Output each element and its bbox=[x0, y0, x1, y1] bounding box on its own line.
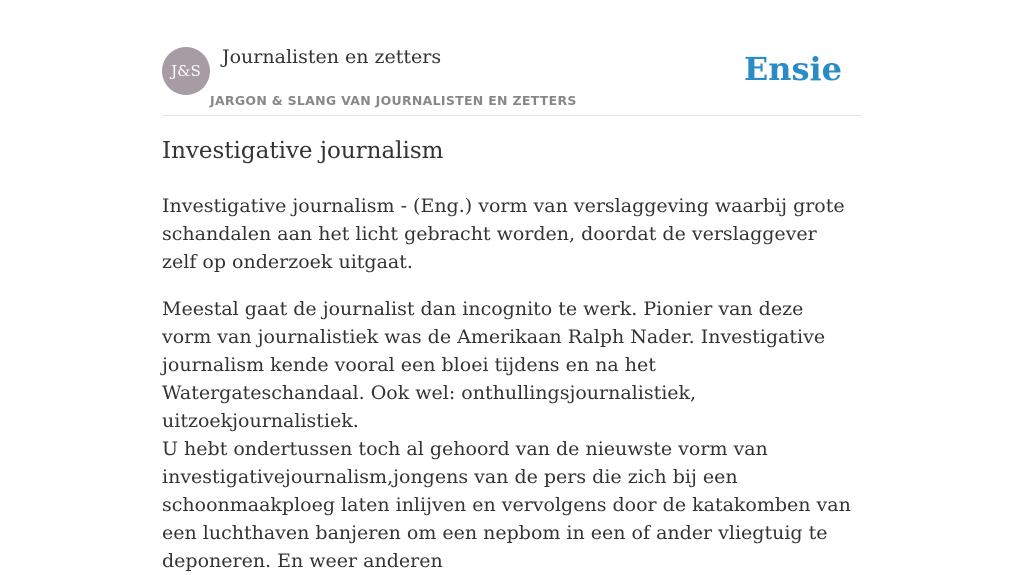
header-divider bbox=[162, 115, 862, 116]
article-paragraph: U hebt ondertussen toch al gehoord van de nieuwste vorm van investigativejournalism,jongens van de pers die zich bij een schoonmaakploeg laten inlijven en vervolgens door de katakomben van een luchthaven banjeren om een nepbom in een of ander vliegtuig te deponeren. En weer anderen bbox=[162, 438, 851, 572]
publication-avatar[interactable] bbox=[162, 47, 210, 95]
article-paragraph: Investigative journalism - (Eng.) vorm van verslaggeving waarbij grote schandalen aan het licht gebracht worden, doordat de verslaggever zelf op onderzoek uitgaat. bbox=[162, 195, 845, 273]
publication-title[interactable]: Journalisten en zetters bbox=[222, 46, 442, 68]
article-heading: Investigative journalism bbox=[162, 138, 444, 164]
publication-subtitle: JARGON & SLANG VAN JOURNALISTEN EN ZETTERS bbox=[210, 93, 577, 108]
avatar-initials: J&S bbox=[171, 62, 201, 80]
ensie-logo[interactable]: Ensie bbox=[743, 50, 842, 88]
article-paragraph: Meestal gaat de journalist dan incognito te werk. Pionier van deze vorm van journalistiek was de Amerikaan Ralph Nader. Investigative journalism kende vooral een bloei tijdens en na het Watergateschandaal. Ook wel: onthullingsjournalistiek, uitzoekjournalistiek. bbox=[162, 298, 826, 432]
article-body bbox=[162, 192, 852, 575]
